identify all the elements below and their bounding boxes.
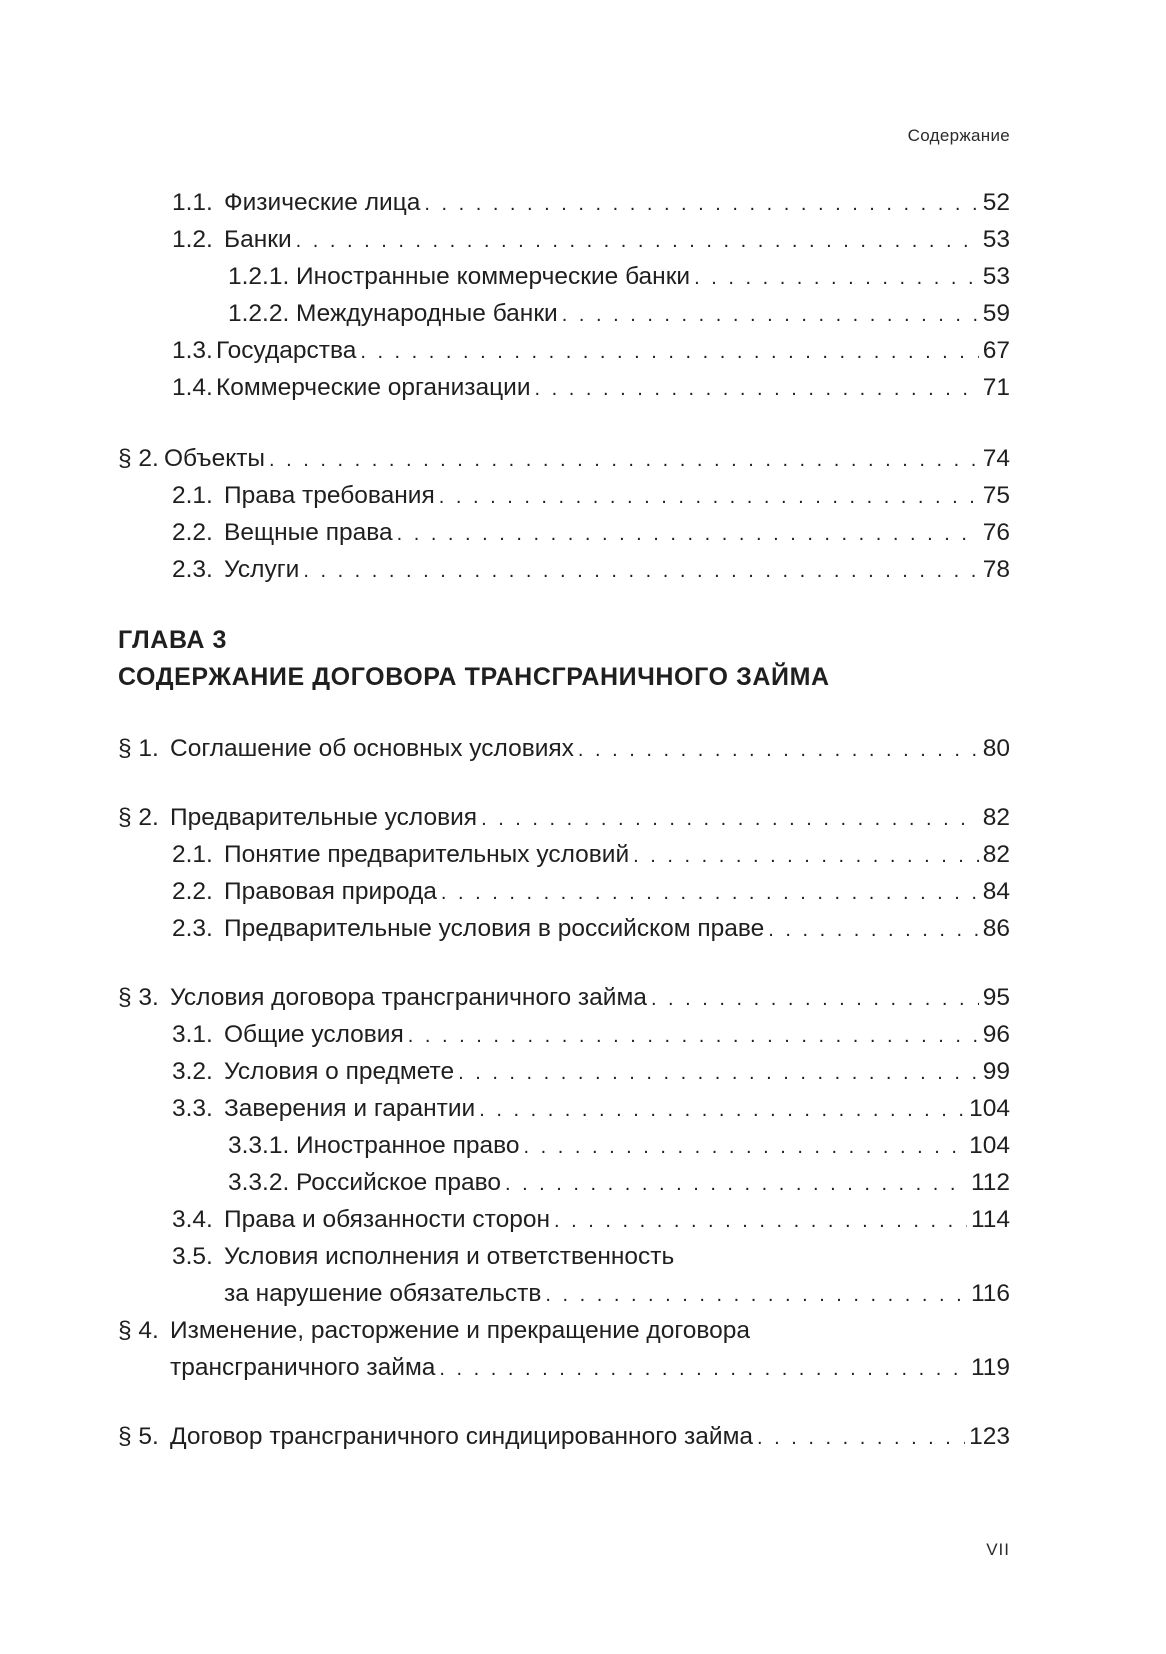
entry-number: 2.2. <box>172 519 213 546</box>
entry-number: § 3. <box>118 984 159 1011</box>
toc-section-multiline[interactable] <box>118 1312 1010 1386</box>
entry-number: § 5. <box>118 1423 159 1450</box>
toc-section[interactable] <box>118 440 1010 477</box>
entry-number: 1.3. <box>172 337 213 364</box>
chapter-title: СОДЕРЖАНИЕ ДОГОВОРА ТРАНСГРАНИЧНОГО ЗАЙМА <box>118 663 830 691</box>
entry-title-line1: Изменение, расторжение и прекращение договора <box>170 1317 750 1344</box>
entry-page: 104 <box>969 1095 1010 1122</box>
entry-title: Российское право <box>296 1169 501 1196</box>
entry-number: 3.2. <box>172 1058 213 1085</box>
entry-title-line2: за нарушение обязательств <box>224 1280 542 1307</box>
entry-title: Иностранные коммерческие банки <box>296 263 691 290</box>
dot-leader <box>578 732 979 769</box>
entry-page: 67 <box>982 337 1010 364</box>
entry-page: 71 <box>982 374 1010 401</box>
entry-page: 123 <box>969 1423 1010 1450</box>
toc-entry[interactable] <box>118 295 1010 332</box>
dot-leader <box>439 479 979 516</box>
entry-page: 82 <box>982 841 1010 868</box>
entry-number: 2.1. <box>172 482 213 509</box>
entry-page: 75 <box>982 482 1010 509</box>
entry-title: Заверения и гарантии <box>224 1095 476 1122</box>
toc-entry-multiline[interactable] <box>118 1238 1010 1312</box>
entry-number: § 2. <box>118 804 159 831</box>
dot-leader <box>545 1277 967 1314</box>
entry-title: Правовая природа <box>224 878 437 905</box>
dot-leader <box>408 1018 979 1055</box>
entry-title: Государства <box>216 337 357 364</box>
dot-leader <box>360 334 978 371</box>
entry-number: § 1. <box>118 735 159 762</box>
entry-number: 1.2.1. <box>228 263 290 290</box>
entry-page: 82 <box>982 804 1010 831</box>
entry-page: 80 <box>982 735 1010 762</box>
entry-title-line1: Условия исполнения и ответственность <box>224 1243 675 1270</box>
entry-page: 84 <box>982 878 1010 905</box>
entry-page: 114 <box>970 1206 1010 1233</box>
entry-number: 2.2. <box>172 878 213 905</box>
entry-number: 3.4. <box>172 1206 213 1233</box>
entry-title: Международные банки <box>296 300 558 327</box>
entry-page: 104 <box>969 1132 1010 1159</box>
entry-page: 99 <box>982 1058 1010 1085</box>
entry-page: 76 <box>982 519 1010 546</box>
entry-number: § 4. <box>118 1317 159 1344</box>
dot-leader <box>554 1203 967 1240</box>
toc-entry[interactable] <box>118 514 1010 551</box>
toc-section[interactable] <box>118 730 1010 767</box>
entry-title: Иностранное право <box>296 1132 520 1159</box>
entry-title: Права требования <box>224 482 435 509</box>
entry-number: 3.1. <box>172 1021 213 1048</box>
toc-entry[interactable] <box>118 1053 1010 1090</box>
entry-title: Предварительные условия в российском праве <box>224 915 765 942</box>
entry-title: Коммерческие организации <box>216 374 531 401</box>
toc-section[interactable] <box>118 979 1010 1016</box>
toc-entry[interactable] <box>118 551 1010 588</box>
entry-number: 3.5. <box>172 1243 213 1270</box>
entry-number: 2.3. <box>172 915 213 942</box>
toc-entry[interactable] <box>118 1016 1010 1053</box>
toc-entry[interactable] <box>118 369 1010 406</box>
dot-leader <box>441 875 979 912</box>
entry-number: 1.1. <box>172 189 213 216</box>
entry-number: 3.3. <box>172 1095 213 1122</box>
toc-entry[interactable] <box>118 1164 1010 1201</box>
toc-entry[interactable] <box>118 477 1010 514</box>
entry-title: Объекты <box>164 445 266 472</box>
dot-leader <box>303 553 978 590</box>
toc-entry[interactable] <box>118 1127 1010 1164</box>
entry-title: Физические лица <box>224 189 421 216</box>
entry-number: 1.4. <box>172 374 213 401</box>
entry-page: 112 <box>970 1169 1010 1196</box>
entry-page: 78 <box>982 556 1010 583</box>
entry-page: 95 <box>982 984 1010 1011</box>
dot-leader <box>296 223 979 260</box>
toc-entry[interactable] <box>118 258 1010 295</box>
toc-entry[interactable] <box>118 910 1010 947</box>
dot-leader <box>535 371 979 408</box>
entry-page: 53 <box>982 226 1010 253</box>
entry-title-line2: трансграничного займа <box>170 1354 436 1381</box>
entry-title: Общие условия <box>224 1021 404 1048</box>
entry-title: Предварительные условия <box>170 804 478 831</box>
entry-title: Соглашение об основных условиях <box>170 735 574 762</box>
entry-page: 52 <box>982 189 1010 216</box>
dot-leader <box>651 981 979 1018</box>
dot-leader <box>424 186 978 223</box>
entry-page: 59 <box>982 300 1010 327</box>
entry-page: 86 <box>982 915 1010 942</box>
entry-number: § 2. <box>118 445 159 472</box>
entry-page: 74 <box>982 445 1010 472</box>
toc-section[interactable] <box>118 799 1010 836</box>
toc-entry[interactable] <box>118 1090 1010 1127</box>
entry-title: Договор трансграничного синдицированного займа <box>170 1423 754 1450</box>
toc-entry[interactable] <box>118 184 1010 221</box>
toc-entry[interactable] <box>118 1201 1010 1238</box>
entry-number: 2.1. <box>172 841 213 868</box>
chapter-heading <box>118 622 1010 696</box>
entry-title: Понятие предварительных условий <box>224 841 630 868</box>
dot-leader <box>524 1129 966 1166</box>
entry-number: 1.2. <box>172 226 213 253</box>
entry-title: Условия о предмете <box>224 1058 455 1085</box>
dot-leader <box>505 1166 967 1203</box>
page-number: VII <box>986 1540 1010 1559</box>
entry-number: 3.3.1. <box>228 1132 290 1159</box>
running-head: Содержание <box>907 126 1010 145</box>
dot-leader <box>479 1092 965 1129</box>
dot-leader <box>768 912 979 949</box>
dot-leader <box>439 1351 967 1388</box>
entry-number: 2.3. <box>172 556 213 583</box>
entry-title: Услуги <box>224 556 300 583</box>
toc-entry[interactable] <box>118 873 1010 910</box>
entry-title: Банки <box>224 226 292 253</box>
entry-page: 53 <box>982 263 1010 290</box>
toc-entry[interactable] <box>118 836 1010 873</box>
entry-title: Права и обязанности сторон <box>224 1206 551 1233</box>
toc-entry[interactable] <box>118 332 1010 369</box>
dot-leader <box>633 838 979 875</box>
chapter-number: ГЛАВА 3 <box>118 626 228 654</box>
entry-page: 96 <box>982 1021 1010 1048</box>
dot-leader <box>757 1420 965 1457</box>
toc-entry[interactable] <box>118 221 1010 258</box>
dot-leader <box>397 516 979 553</box>
entry-number: 3.3.2. <box>228 1169 290 1196</box>
entry-page: 116 <box>970 1280 1010 1307</box>
toc-section[interactable] <box>118 1418 1010 1455</box>
dot-leader <box>562 297 979 334</box>
entry-number: 1.2.2. <box>228 300 290 327</box>
dot-leader <box>269 442 979 479</box>
table-of-contents <box>118 184 1010 1455</box>
entry-title: Вещные права <box>224 519 393 546</box>
entry-page: 119 <box>970 1354 1010 1381</box>
dot-leader <box>694 260 979 297</box>
dot-leader <box>458 1055 979 1092</box>
entry-title: Условия договора трансграничного займа <box>170 984 647 1011</box>
dot-leader <box>481 801 979 838</box>
